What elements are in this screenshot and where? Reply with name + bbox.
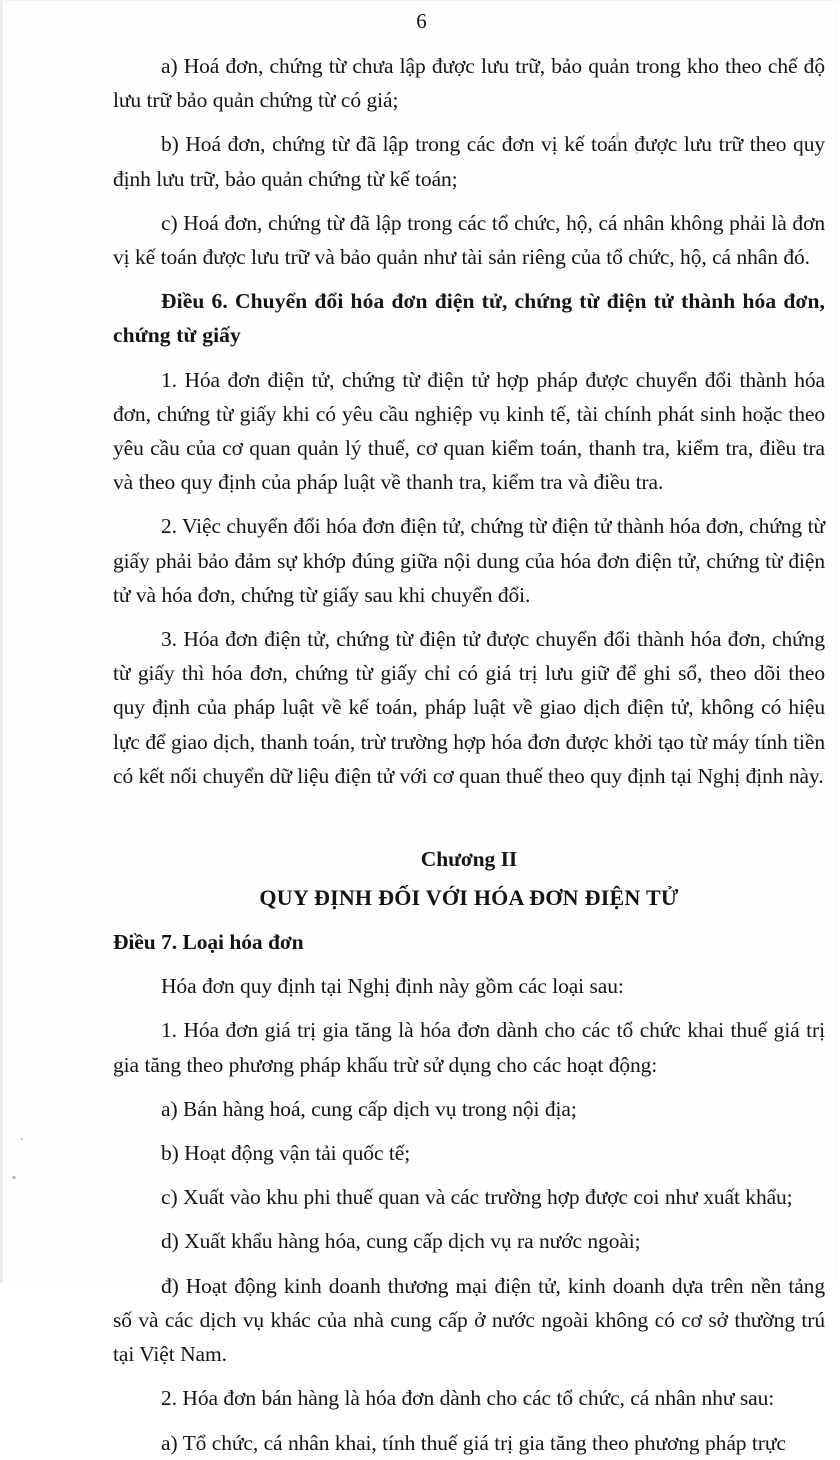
chapter-title: QUY ĐỊNH ĐỐI VỚI HÓA ĐƠN ĐIỆN TỬ — [259, 885, 679, 911]
article-7-clause-1-point-dd: đ) Hoạt động kinh doanh thương mại điện tử, kinh doanh dựa trên nền tảng số và các dịch vụ khác của nhà cung cấp ở nước ngoài không có cơ sở thường trú tại Việt Nam. — [113, 1273, 825, 1367]
article-7-clause-1-point-a: a) Bán hàng hoá, cung cấp dịch vụ trong nội địa; — [161, 1096, 577, 1121]
article-7-clause-2-point-a: a) Tổ chức, cá nhân khai, tính thuế giá trị gia tăng theo phương pháp trực — [161, 1430, 786, 1455]
page-number: 6 — [416, 9, 427, 33]
article-7-heading: Điều 7. Loại hóa đơn — [113, 930, 304, 955]
article-6-heading: Điều 6. Chuyển đổi hóa đơn điện tử, chứng từ điện tử thành hóa đơn, chứng từ giấy — [113, 289, 825, 348]
article-7-clause-1-point-d: d) Xuất khẩu hàng hóa, cung cấp dịch vụ ra nước ngoài; — [161, 1229, 641, 1254]
chapter-label: Chương II — [420, 847, 518, 872]
paragraph-point-c: c) Hoá đơn, chứng từ đã lập trong các tổ chức, hộ, cá nhân không phải là đơn vị kế toán được lưu trữ và bảo quản như tài sản riêng của tổ chức, hộ, cá nhân đó. — [113, 210, 825, 270]
article-6-clause-3: 3. Hóa đơn điện tử, chứng từ điện tử được chuyển đổi thành hóa đơn, chứng từ giấy thì hóa đơn, chứng từ giấy chỉ có giá trị lưu giữ để ghi sổ, theo dõi theo quy định của pháp luật về kế toán, pháp luật về giao dịch điện tử, không có hiệu lực để giao dịch, thanh toán, trừ trường hợp hóa đơn được khởi tạo từ máy tính tiền có kết nối chuyển dữ liệu điện tử với cơ quan thuế theo quy định tại Nghị định này. — [113, 627, 825, 788]
article-7-clause-1-point-c: c) Xuất vào khu phi thuế quan và các trường hợp được coi như xuất khẩu; — [161, 1185, 793, 1210]
paragraph-point-b: b) Hoá đơn, chứng từ đã lập trong các đơn vị kế toán được lưu trữ theo quy định lưu trữ, bảo quản chứng từ kế toán; — [113, 132, 825, 191]
article-7-lead: Hóa đơn quy định tại Nghị định này gồm các loại sau: — [161, 974, 624, 999]
document-body — [113, 49, 825, 1460]
scan-speck — [12, 1176, 16, 1179]
article-7-clause-2: 2. Hóa đơn bán hàng là hóa đơn dành cho các tổ chức, cá nhân như sau: — [161, 1386, 775, 1411]
article-7-clause-1-point-b: b) Hoạt động vận tải quốc tế; — [161, 1141, 411, 1166]
paragraph-point-a: a) Hoá đơn, chứng từ chưa lập được lưu trữ, bảo quản trong kho theo chế độ lưu trữ bảo quản chứng từ có giá; — [113, 54, 825, 113]
chapter-heading-block — [113, 840, 825, 918]
article-6-clause-1: 1. Hóa đơn điện tử, chứng từ điện tử hợp pháp được chuyển đổi thành hóa đơn, chứng từ giấy khi có yêu cầu nghiệp vụ kinh tế, tài chính phát sinh hoặc theo yêu cầu của cơ quan quản lý thuế, cơ quan kiểm toán, thanh tra, kiểm tra, điều tra và theo quy định của pháp luật về thanh tra, kiểm tra và điều tra. — [113, 367, 825, 495]
article-6-clause-2: 2. Việc chuyển đổi hóa đơn điện tử, chứng từ điện tử thành hóa đơn, chứng từ giấy phải bảo đảm sự khớp đúng giữa nội dung của hóa đơn điện tử, chứng từ điện tử và hóa đơn, chứng từ giấy sau khi chuyển đổi. — [113, 514, 825, 607]
article-7-clause-1: 1. Hóa đơn giá trị gia tăng là hóa đơn dành cho các tổ chức khai thuế giá trị gia tăng theo phương pháp khấu trừ sử dụng cho các hoạt động: — [113, 1018, 825, 1077]
scan-speck — [21, 1138, 23, 1140]
